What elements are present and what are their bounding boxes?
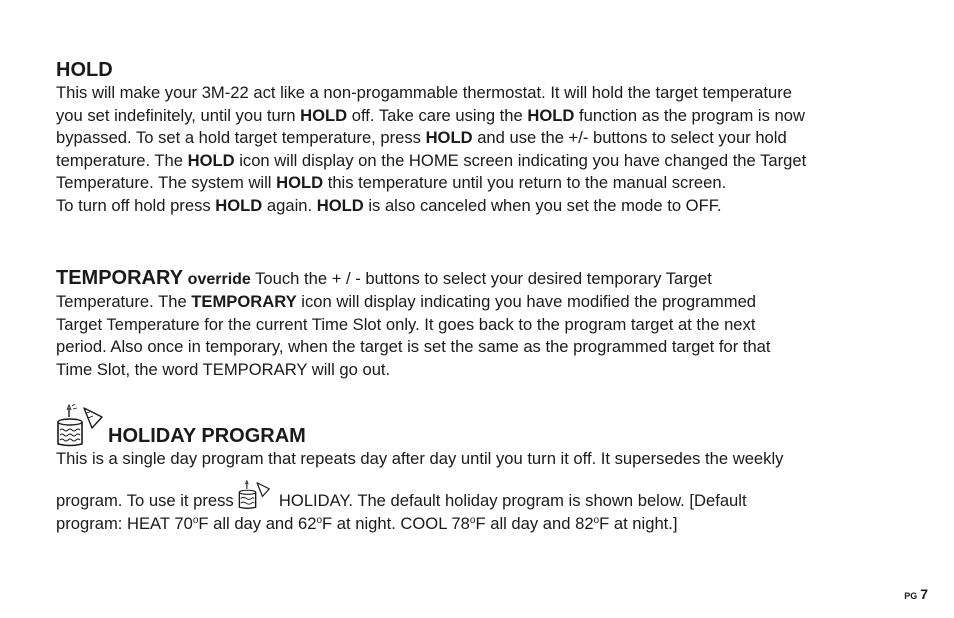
- hold-line-3c: and use the +/- buttons to select your hold: [472, 128, 787, 148]
- temporary-paragraph: [56, 266, 906, 382]
- temporary-line-1: Touch the + / - buttons to select your desired temporary Target: [250, 268, 712, 288]
- hold-line-6c: again.: [262, 195, 317, 215]
- hold-line-1: This will make your 3M-22 act like a non-progammable thermostat. It will hold the target temperature: [56, 83, 792, 102]
- hold-heading: HOLD: [56, 59, 113, 81]
- hold-line-3a: bypassed. To set a hold target temperature, press: [56, 128, 426, 148]
- holiday-line-1: This is a single day program that repeats day after day until you turn it off. It supersedes the weekly: [56, 448, 784, 468]
- hold-keyword: HOLD: [527, 105, 575, 125]
- holiday-line-2b: HOLIDAY. The default holiday program is shown below. [Default: [274, 491, 747, 511]
- hold-keyword: HOLD: [425, 128, 473, 148]
- hold-line-4a: temperature. The: [56, 150, 188, 170]
- holiday-line-2a: program. To use it press: [56, 491, 239, 511]
- holiday-line-3d: F all day and 82: [475, 513, 594, 533]
- degree-mark: o: [593, 514, 600, 526]
- hold-keyword: HOLD: [300, 105, 348, 125]
- hold-line-2a: you set indefinitely, until you turn: [56, 105, 301, 125]
- hold-paragraph: [56, 82, 906, 218]
- holiday-heading: HOLIDAY PROGRAM: [108, 424, 306, 447]
- temporary-line-3: Target Temperature for the current Time Slot only. It goes back to the program target at the next: [56, 314, 756, 334]
- holiday-line-3b: F all day and 62: [198, 513, 317, 533]
- temporary-heading: TEMPORARY: [56, 266, 184, 289]
- hold-line-2c: off. Take care using the: [347, 105, 528, 125]
- temporary-section: [56, 266, 906, 382]
- hold-line-5a: Temperature. The system will: [56, 173, 277, 193]
- temporary-subheading: override: [187, 270, 251, 288]
- holiday-paragraph: [56, 448, 906, 536]
- holiday-line-2: [56, 480, 747, 513]
- holiday-line-3a: program: HEAT 70: [56, 513, 193, 533]
- hold-keyword: HOLD: [316, 195, 364, 215]
- temporary-line-5: Time Slot, the word TEMPORARY will go out.: [56, 359, 391, 379]
- hold-line-4c: icon will display on the HOME screen indicating you have changed the Target: [234, 150, 807, 170]
- temporary-keyword: TEMPORARY: [191, 292, 297, 312]
- hold-keyword: HOLD: [276, 173, 324, 193]
- page-number: [904, 586, 928, 604]
- holiday-line-3c: F at night. COOL 78: [322, 513, 470, 533]
- holiday-section: [56, 404, 906, 536]
- degree-mark: o: [469, 514, 476, 526]
- hold-line-2e: function as the program is now: [574, 105, 805, 125]
- degree-mark: o: [192, 514, 199, 526]
- page-number-value: 7: [920, 586, 928, 602]
- temporary-line-2a: Temperature. The: [56, 292, 192, 312]
- hold-line-5c: this temperature until you return to the manual screen.: [323, 173, 727, 193]
- page-number-label: PG: [904, 591, 918, 601]
- hold-keyword: HOLD: [187, 150, 235, 170]
- holiday-heading-row: [56, 404, 906, 448]
- page-content: [56, 58, 906, 535]
- hold-line-6e: is also canceled when you set the mode to OFF.: [363, 195, 722, 215]
- temporary-line-4: period. Also once in temporary, when the target is set the same as the programmed target for that: [56, 337, 771, 357]
- holiday-button-icon: [238, 480, 272, 510]
- holiday-line-3e: F at night.]: [599, 513, 678, 533]
- temporary-lead: [56, 266, 251, 289]
- degree-mark: o: [316, 514, 323, 526]
- hold-section: [56, 58, 906, 218]
- hold-line-6a: To turn off hold press: [56, 195, 216, 215]
- hold-keyword: HOLD: [215, 195, 263, 215]
- holiday-cake-icon: [56, 404, 106, 448]
- temporary-line-2c: icon will display indicating you have modified the programmed: [296, 292, 757, 312]
